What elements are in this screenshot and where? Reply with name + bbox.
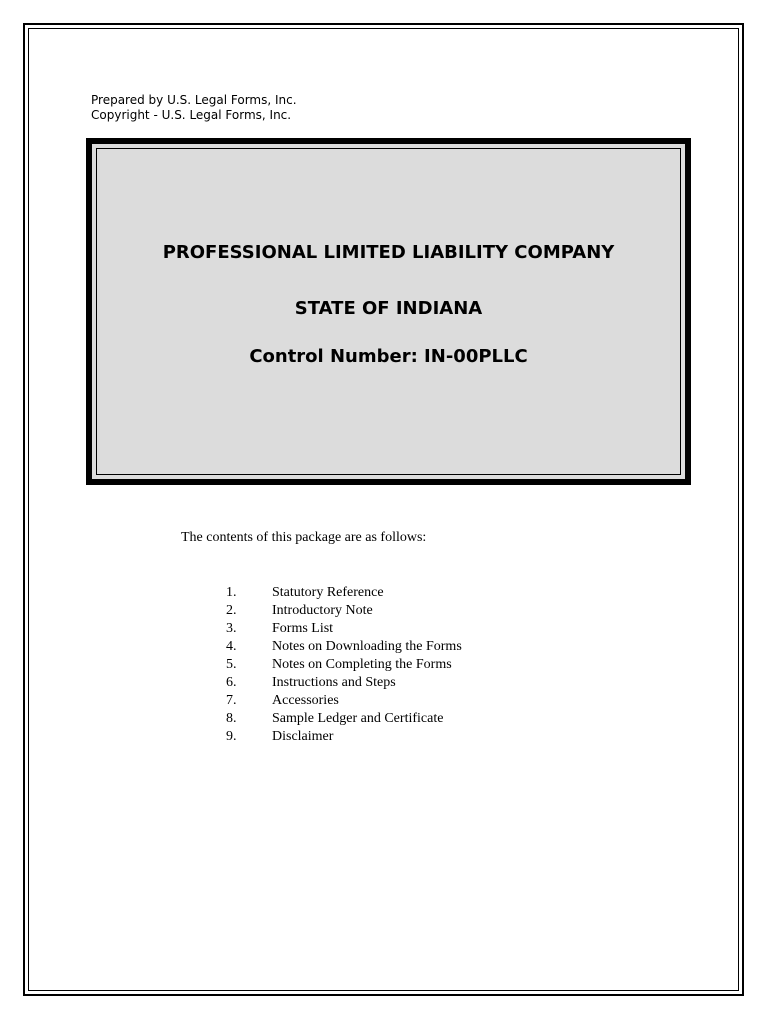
list-item — [222, 656, 462, 674]
list-item — [222, 674, 462, 692]
list-item-number: 3. — [226, 621, 237, 636]
document-title: PROFESSIONAL LIMITED LIABILITY COMPANY — [162, 242, 615, 263]
list-item-number: 6. — [226, 675, 237, 690]
list-item — [222, 728, 462, 746]
list-item-label: Instructions and Steps — [272, 675, 396, 690]
list-item-label: Statutory Reference — [272, 585, 384, 600]
contents-list — [222, 584, 462, 746]
copyright-line: Copyright - U.S. Legal Forms, Inc. — [91, 108, 292, 122]
list-item-number: 7. — [226, 693, 237, 708]
list-item-number: 9. — [226, 729, 237, 744]
list-item — [222, 602, 462, 620]
list-item — [222, 692, 462, 710]
title-box-inner — [96, 148, 681, 475]
list-item — [222, 584, 462, 602]
list-item — [222, 620, 462, 638]
list-item-number: 2. — [226, 603, 237, 618]
list-item-label: Notes on Completing the Forms — [272, 657, 452, 672]
list-item — [222, 638, 462, 656]
list-item-label: Disclaimer — [272, 729, 334, 744]
prepared-by-line: Prepared by U.S. Legal Forms, Inc. — [91, 93, 297, 107]
title-box — [86, 138, 691, 485]
prepared-by-block — [91, 93, 297, 123]
list-item-label: Sample Ledger and Certificate — [272, 711, 444, 726]
list-item-number: 5. — [226, 657, 237, 672]
list-item-number: 8. — [226, 711, 237, 726]
list-item-number: 1. — [226, 585, 237, 600]
list-item-label: Accessories — [272, 693, 339, 708]
list-item — [222, 710, 462, 728]
state-heading: STATE OF INDIANA — [294, 298, 483, 319]
list-item-number: 4. — [226, 639, 237, 654]
list-item-label: Notes on Downloading the Forms — [272, 639, 462, 654]
control-number: Control Number: IN-00PLLC — [249, 346, 528, 367]
contents-intro: The contents of this package are as follows: — [181, 530, 427, 545]
list-item-label: Forms List — [272, 621, 334, 636]
list-item-label: Introductory Note — [272, 603, 373, 618]
